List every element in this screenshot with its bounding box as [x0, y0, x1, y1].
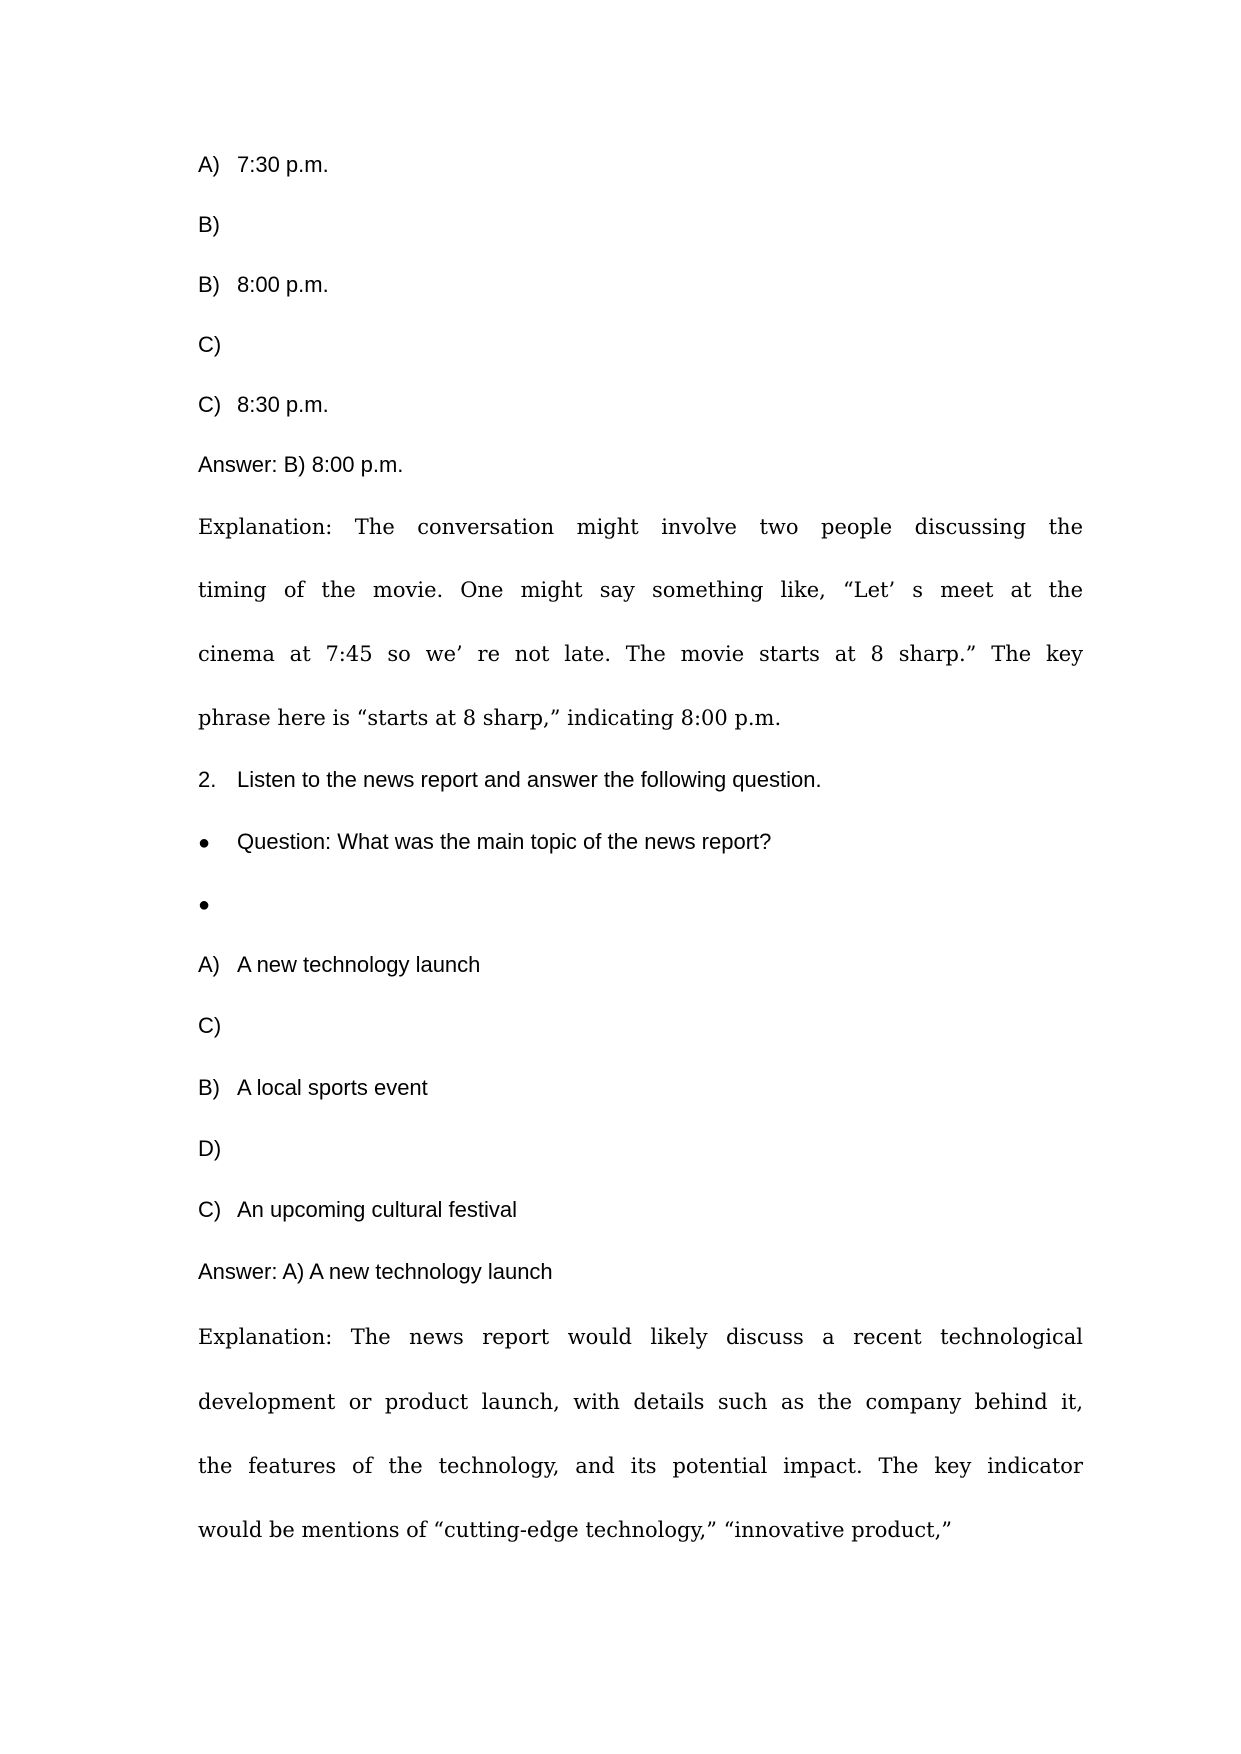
q2-bullet-question — [198, 827, 771, 857]
question-instruction: Listen to the news report and answer the following question. — [237, 767, 822, 792]
option-label: C) — [198, 392, 222, 417]
q1-explanation-line: Explanation: The conversation might involve two people discussing the — [198, 515, 1083, 539]
option-label: B) — [198, 1075, 220, 1100]
q2-heading — [198, 765, 822, 795]
q1-stray-label-c — [198, 330, 221, 360]
q1-explanation-line: phrase here is “starts at 8 sharp,” indicating 8:00 p.m. — [198, 706, 782, 730]
option-label: B) — [198, 272, 220, 297]
q2-stray-label-d — [198, 1134, 221, 1164]
option-label: D) — [198, 1136, 222, 1161]
q2-explanation-line: the features of the technology, and its potential impact. The key indicator — [198, 1454, 1083, 1478]
option-label: A) — [198, 152, 220, 177]
option-label: A) — [198, 952, 220, 977]
question-number: 2. — [198, 767, 217, 792]
option-text: 7:30 p.m. — [237, 152, 329, 177]
q1-stray-label-b — [198, 210, 220, 240]
option-label: C) — [198, 1013, 222, 1038]
option-label: C) — [198, 1197, 222, 1222]
option-text: A new technology launch — [237, 952, 481, 977]
question-text: Question: What was the main topic of the news report? — [237, 829, 772, 854]
option-text: 8:30 p.m. — [237, 392, 329, 417]
q1-option-c — [198, 390, 329, 420]
q1-option-a — [198, 150, 329, 180]
q2-option-c — [198, 1195, 517, 1225]
option-label: B) — [198, 212, 220, 237]
q1-answer: Answer: B) 8:00 p.m. — [198, 452, 404, 477]
q1-explanation-line: cinema at 7:45 so we’ re not late. The movie starts at 8 sharp.” The key — [198, 642, 1083, 666]
option-text: A local sports event — [237, 1075, 428, 1100]
q2-explanation-line: development or product launch, with details such as the company behind it, — [198, 1390, 1083, 1414]
q1-option-b — [198, 270, 329, 300]
q2-explanation-line: Explanation: The news report would likely discuss a recent technological — [198, 1325, 1083, 1349]
q2-answer: Answer: A) A new technology launch — [198, 1259, 553, 1284]
q2-option-b — [198, 1073, 428, 1103]
option-text: An upcoming cultural festival — [237, 1197, 518, 1222]
option-label: C) — [198, 332, 222, 357]
bullet-icon: ● — [198, 894, 211, 916]
option-text: 8:00 p.m. — [237, 272, 329, 297]
q1-explanation-line: timing of the movie. One might say something like, “Let’ s meet at the — [198, 578, 1083, 602]
q2-option-a — [198, 950, 480, 980]
q2-stray-label-c — [198, 1011, 221, 1041]
q2-bullet-empty — [198, 889, 237, 919]
q2-explanation-line: would be mentions of “cutting-edge technology,” “innovative product,” — [198, 1518, 952, 1542]
bullet-icon: ● — [198, 832, 211, 854]
